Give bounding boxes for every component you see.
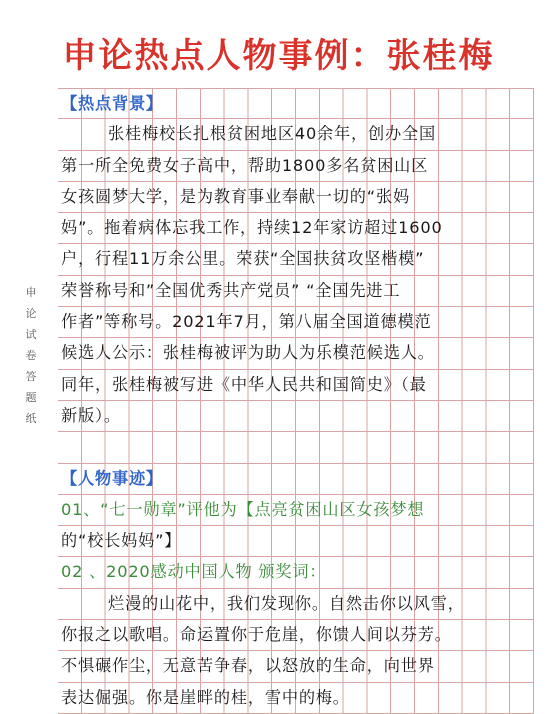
award-line: 烂漫的山花中，我们发现你。自然击你以风雪， bbox=[108, 593, 465, 613]
award-line: 表达倔强。你是崖畔的桂，雪中的梅。 bbox=[61, 687, 350, 707]
side-label bbox=[22, 282, 40, 429]
grid-row bbox=[58, 151, 534, 182]
background-line: 张桂梅校长扎根贫困地区40余年，创办全国 bbox=[108, 124, 436, 144]
side-label-char: 纸 bbox=[25, 412, 37, 425]
background-line: 作者”等称号。2021年7月，第八届全国道德模范 bbox=[61, 312, 432, 332]
grid-row bbox=[58, 307, 534, 338]
grid-row-empty bbox=[58, 432, 534, 463]
side-label-char: 申 bbox=[25, 286, 37, 299]
background-line: 妈”。拖着病体忘我工作，持续12年家访超过1600 bbox=[61, 218, 443, 238]
grid-row bbox=[58, 276, 534, 307]
grid-row bbox=[58, 589, 534, 620]
grid-row bbox=[58, 119, 534, 150]
background-line: 候选人公示：张桂梅被评为助人为乐模范候选人。 bbox=[61, 343, 435, 363]
grid-row bbox=[58, 526, 534, 557]
background-line: 同年，张桂梅被写进《中华人民共和国简史》（最 bbox=[61, 374, 427, 394]
deed-item-1: 01、“七一勋章”评他为【点亮贫困山区女孩梦想 bbox=[61, 499, 425, 519]
deed-item-1-cont: 的“校长妈妈”】 bbox=[61, 531, 182, 551]
grid-row bbox=[58, 557, 534, 588]
deed-item-2-heading: 02 、2020感动中国人物 颁奖词： bbox=[61, 562, 327, 582]
grid-row bbox=[58, 651, 534, 682]
grid-row bbox=[58, 88, 534, 119]
grid-row bbox=[58, 495, 534, 526]
background-line: 女孩圆梦大学，是为教育事业奉献一切的“张妈 bbox=[61, 186, 410, 206]
grid-row bbox=[58, 401, 534, 432]
grid-row bbox=[58, 338, 534, 369]
award-line: 你报之以歌唱。命运置你于危崖，你馈人间以芬芳。 bbox=[61, 625, 452, 645]
side-label-char: 答 bbox=[25, 370, 37, 383]
grid-row bbox=[58, 244, 534, 275]
background-line: 新版）。 bbox=[61, 405, 121, 425]
grid-row bbox=[58, 683, 534, 714]
background-line: 户，行程11万余公里。荣获“全国扶贫攻坚楷模” bbox=[61, 249, 425, 269]
background-line: 第一所全免费女子高中，帮助1800多名贫困山区 bbox=[61, 155, 429, 175]
side-label-char: 论 bbox=[25, 307, 37, 320]
page-title: 申论热点人物事例：张桂梅 bbox=[62, 36, 495, 76]
grid-row bbox=[58, 464, 534, 495]
side-label-char: 试 bbox=[25, 328, 37, 341]
grid-row bbox=[58, 370, 534, 401]
section-heading-background: 【热点背景】 bbox=[61, 94, 163, 113]
grid-row bbox=[58, 620, 534, 651]
side-label-char: 题 bbox=[25, 391, 37, 404]
side-label-char: 卷 bbox=[25, 349, 37, 362]
grid-row bbox=[58, 213, 534, 244]
grid-row bbox=[58, 182, 534, 213]
section-heading-deeds: 【人物事迹】 bbox=[61, 468, 163, 488]
answer-grid-paper bbox=[58, 88, 534, 714]
award-line: 不惧碾作尘，无意苦争春，以怒放的生命，向世界 bbox=[61, 656, 435, 676]
background-line: 荣誉称号和”全国优秀共产党员” “全国先进工 bbox=[61, 280, 401, 300]
